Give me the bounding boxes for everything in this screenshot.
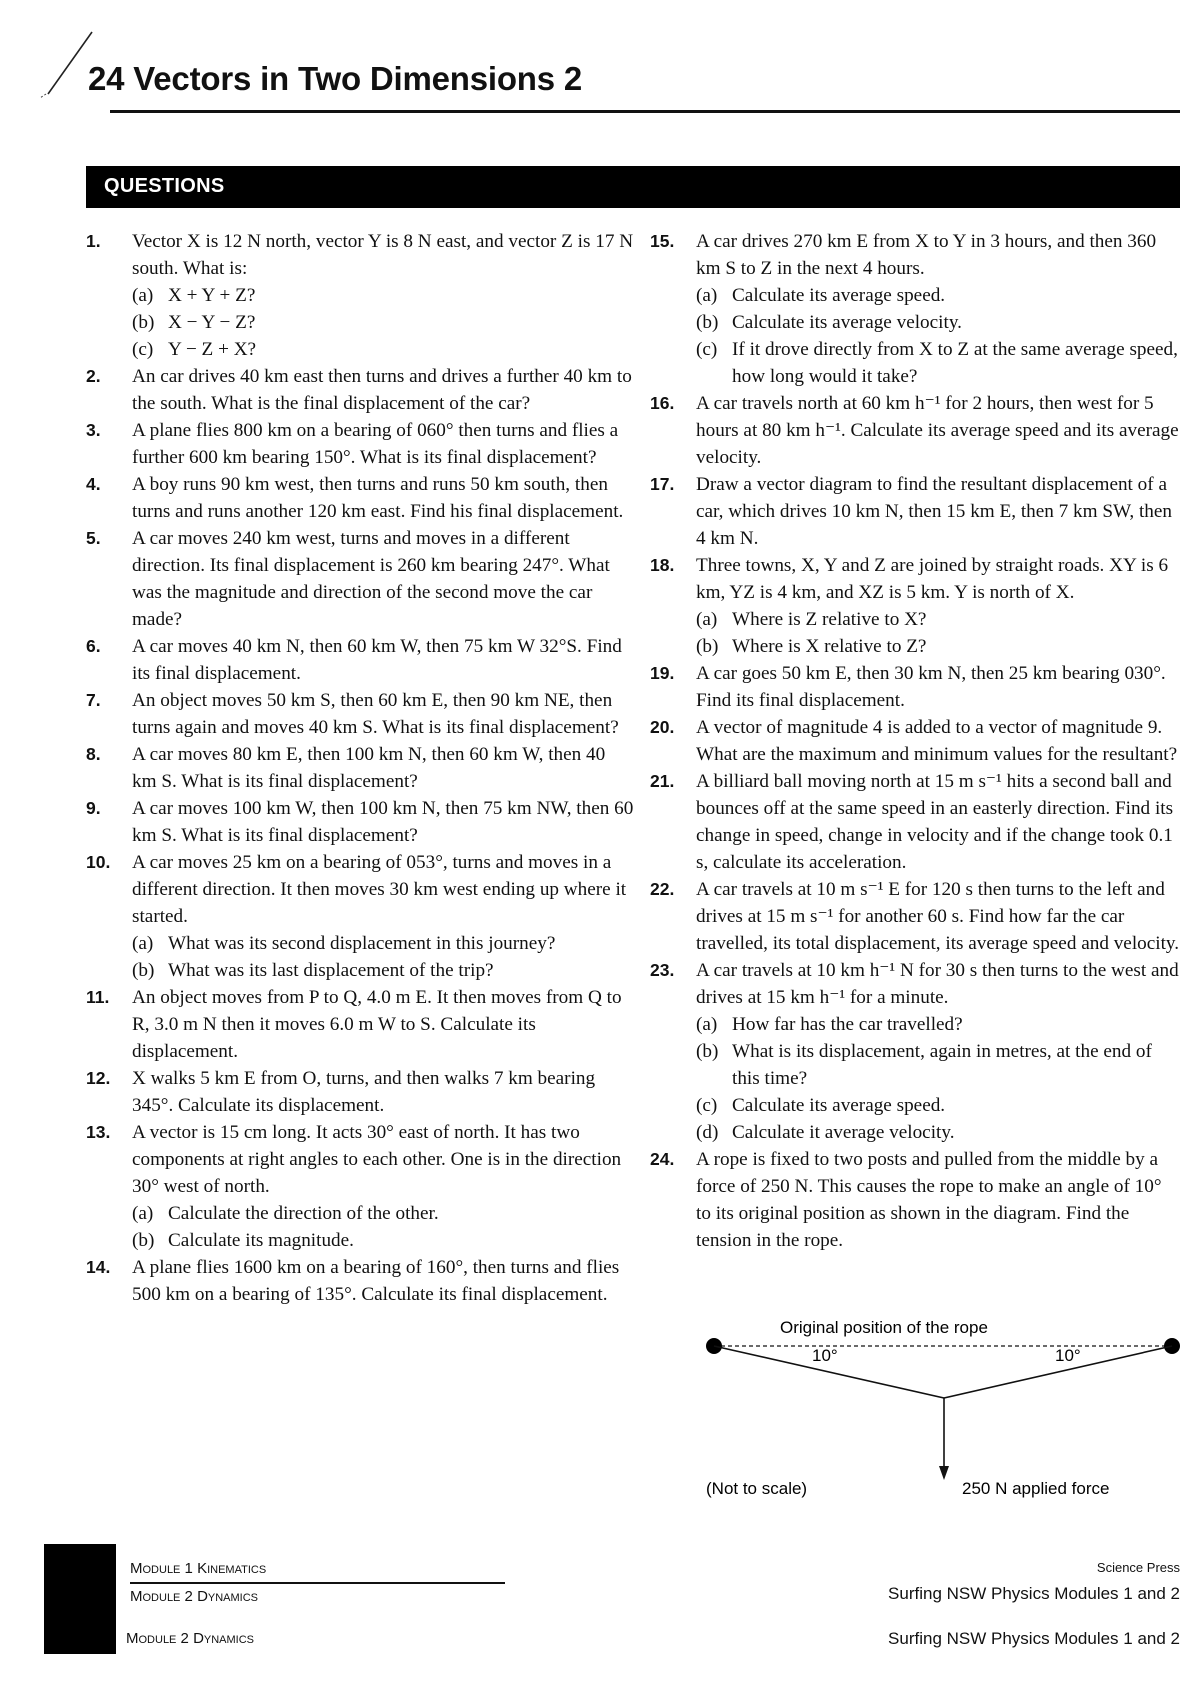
question-subpart <box>132 957 634 984</box>
footer-module-1: Module 1 Kinematics <box>130 1560 267 1577</box>
subpart-label: (b) <box>132 1230 155 1251</box>
question-subpart <box>696 1011 1180 1038</box>
subpart-text: Where is Z relative to X? <box>732 609 927 630</box>
question-text: A car moves 80 km E, then 100 km N, then 60 km W, then 40 km S. What is its final displacement? <box>132 744 606 792</box>
subpart-text: Calculate it average velocity. <box>732 1122 955 1143</box>
question-subpart <box>696 336 1180 390</box>
question-item <box>86 1065 634 1119</box>
subpart-label: (a) <box>132 1203 154 1224</box>
question-text: A car travels north at 60 km h⁻¹ for 2 hours, then west for 5 hours at 80 km h⁻¹. Calculate its average speed and its average velocity. <box>696 393 1179 468</box>
question-item <box>650 876 1180 957</box>
footer-module-2-repeat: Module 2 Dynamics <box>126 1630 255 1647</box>
subpart-text: Where is X relative to Z? <box>732 636 927 657</box>
subpart-label: (b) <box>132 312 155 333</box>
question-number: 17. <box>650 474 675 494</box>
questions-heading: QUESTIONS <box>104 175 225 197</box>
subpart-label: (b) <box>696 1041 719 1062</box>
question-number: 7. <box>86 690 101 710</box>
question-number: 5. <box>86 528 101 548</box>
not-to-scale-label: (Not to scale) <box>706 1479 808 1498</box>
subpart-label: (a) <box>132 933 154 954</box>
angle-left-label: 10° <box>812 1346 838 1365</box>
question-number: 22. <box>650 879 675 899</box>
question-number: 9. <box>86 798 101 818</box>
question-text: Vector X is 12 N north, vector Y is 8 N east, and vector Z is 17 N south. What is: <box>132 231 634 279</box>
question-item <box>86 417 634 471</box>
question-text: A car travels at 10 km h⁻¹ N for 30 s then turns to the west and drives at 15 km h⁻¹ for a minute. <box>696 960 1179 1008</box>
question-number: 8. <box>86 744 101 764</box>
force-arrow-head <box>939 1466 949 1480</box>
subpart-text: Calculate its magnitude. <box>168 1230 354 1251</box>
applied-force-label: 250 N applied force <box>962 1479 1110 1498</box>
question-item <box>650 660 1180 714</box>
footer-rule <box>130 1582 505 1584</box>
question-subpart <box>696 1119 1180 1146</box>
question-item <box>650 768 1180 876</box>
question-text: An car drives 40 km east then turns and drives a further 40 km to the south. What is the final displacement of the car? <box>132 366 632 414</box>
question-item <box>650 390 1180 471</box>
question-text: An object moves 50 km S, then 60 km E, then 90 km NE, then turns again and moves 40 km S. What is its final displacement? <box>132 690 619 738</box>
question-text: A billiard ball moving north at 15 m s⁻¹ hits a second ball and bounces off at the same speed in an easterly direction. Find its change in speed, change in velocity and if the change took 0.1 s, calculate its acceleration. <box>696 771 1174 873</box>
subpart-text: Y − Z + X? <box>168 339 257 360</box>
question-number: 2. <box>86 366 101 386</box>
questions-banner <box>86 166 1180 208</box>
question-text: A car moves 240 km west, turns and moves in a different direction. Its final displacement is 260 km bearing 247°. What was the magnitude and direction of the second move the car made? <box>132 528 610 630</box>
question-item <box>650 957 1180 1146</box>
question-item <box>650 1146 1180 1254</box>
question-text: A vector is 15 cm long. It acts 30° east of north. It has two components at right angles to each other. One is in the direction 30° west of north. <box>132 1122 622 1197</box>
question-item <box>86 228 634 363</box>
question-item <box>86 687 634 741</box>
subpart-label: (c) <box>696 339 718 360</box>
rope-diagram <box>700 1316 1190 1516</box>
question-number: 19. <box>650 663 675 683</box>
subpart-text: X − Y − Z? <box>168 312 256 333</box>
question-number: 24. <box>650 1149 675 1169</box>
question-subpart <box>132 336 634 363</box>
subpart-text: What is its displacement, again in metres, at the end of this time? <box>732 1041 1152 1089</box>
question-number: 3. <box>86 420 101 440</box>
question-text: A rope is fixed to two posts and pulled from the middle by a force of 250 N. This causes the rope to make an angle of 10° to its original position as shown in the diagram. Find the tension in the rope. <box>696 1149 1162 1251</box>
subpart-text: Calculate its average velocity. <box>732 312 962 333</box>
question-text: A car moves 40 km N, then 60 km W, then 75 km W 32°S. Find its final displacement. <box>132 636 622 684</box>
questions-column-right <box>650 228 1180 1254</box>
page-number-tab <box>44 1544 116 1654</box>
footer-module-2: Module 2 Dynamics <box>130 1588 259 1605</box>
subpart-label: (a) <box>132 285 154 306</box>
question-subpart <box>696 1038 1180 1092</box>
subpart-text: What was its second displacement in this journey? <box>168 933 556 954</box>
question-text: A boy runs 90 km west, then turns and runs 50 km south, then turns and runs another 120 km east. Find his final displacement. <box>132 474 624 522</box>
question-item <box>86 984 634 1065</box>
subpart-text: What was its last displacement of the trip? <box>168 960 494 981</box>
subpart-label: (d) <box>696 1122 719 1143</box>
subpart-text: How far has the car travelled? <box>732 1014 963 1035</box>
question-item <box>86 633 634 687</box>
question-item <box>650 228 1180 390</box>
question-subpart <box>132 1227 634 1254</box>
subpart-label: (b) <box>696 636 719 657</box>
footer-publisher: Science Press <box>1096 1560 1180 1575</box>
subpart-label: (a) <box>696 285 718 306</box>
question-subpart <box>132 282 634 309</box>
question-number: 6. <box>86 636 101 656</box>
question-number: 10. <box>86 852 111 872</box>
title-underline <box>110 110 1180 113</box>
question-text: Three towns, X, Y and Z are joined by straight roads. XY is 6 km, YZ is 4 km, and XZ is 5 km. Y is north of X. <box>696 555 1169 603</box>
question-text: A plane flies 1600 km on a bearing of 160°, then turns and flies 500 km on a bearing of 135°. Calculate its final displacement. <box>132 1257 620 1305</box>
question-item <box>86 471 634 525</box>
footer-book-title-repeat: Surfing NSW Physics Modules 1 and 2 <box>888 1629 1180 1648</box>
subpart-text: If it drove directly from X to Z at the same average speed, how long would it take? <box>732 339 1178 387</box>
question-item <box>86 741 634 795</box>
question-number: 18. <box>650 555 675 575</box>
question-item <box>650 471 1180 552</box>
question-subpart <box>696 633 1180 660</box>
question-subpart <box>696 309 1180 336</box>
question-item <box>86 363 634 417</box>
question-text: Draw a vector diagram to find the resultant displacement of a car, which drives 10 km N, then 15 km E, then 7 km SW, then 4 km N. <box>696 474 1173 549</box>
subpart-label: (a) <box>696 609 718 630</box>
subpart-text: Calculate the direction of the other. <box>168 1203 439 1224</box>
subpart-label: (c) <box>132 339 154 360</box>
question-item <box>86 849 634 984</box>
subpart-label: (a) <box>696 1014 718 1035</box>
question-number: 16. <box>650 393 675 413</box>
subpart-text: Calculate its average speed. <box>732 285 946 306</box>
question-text: A car drives 270 km E from X to Y in 3 hours, and then 360 km S to Z in the next 4 hours. <box>696 231 1157 279</box>
question-number: 15. <box>650 231 675 251</box>
question-subpart <box>696 606 1180 633</box>
question-text: A car travels at 10 m s⁻¹ E for 120 s then turns to the left and drives at 15 m s⁻¹ for another 60 s. Find how far the car travelled, its total displacement, its average speed and velocity. <box>696 879 1180 954</box>
question-number: 23. <box>650 960 675 980</box>
question-text: X walks 5 km E from O, turns, and then walks 7 km bearing 345°. Calculate its displacement. <box>132 1068 596 1116</box>
question-number: 1. <box>86 231 101 251</box>
question-subpart <box>132 309 634 336</box>
question-text: A plane flies 800 km on a bearing of 060° then turns and flies a further 600 km bearing 150°. What is its final displacement? <box>132 420 619 468</box>
question-item <box>650 714 1180 768</box>
question-subpart <box>132 930 634 957</box>
subpart-text: Calculate its average speed. <box>732 1095 946 1116</box>
subpart-label: (b) <box>696 312 719 333</box>
questions-column-left <box>86 228 634 1308</box>
subpart-label: (c) <box>696 1095 718 1116</box>
question-item <box>86 795 634 849</box>
question-number: 21. <box>650 771 675 791</box>
question-item <box>86 1119 634 1254</box>
question-text: An object moves from P to Q, 4.0 m E. It then moves from Q to R, 3.0 m N then it moves 6.0 m W to S. Calculate its displacement. <box>132 987 622 1062</box>
subpart-text: X + Y + Z? <box>168 285 256 306</box>
question-number: 20. <box>650 717 675 737</box>
question-number: 11. <box>86 987 110 1007</box>
footer-book-title: Surfing NSW Physics Modules 1 and 2 <box>888 1584 1180 1603</box>
question-number: 13. <box>86 1122 111 1142</box>
question-subpart <box>696 282 1180 309</box>
question-subpart <box>132 1200 634 1227</box>
question-number: 4. <box>86 474 101 494</box>
question-text: A car goes 50 km E, then 30 km N, then 25 km bearing 030°. Find its final displacement. <box>696 663 1166 711</box>
question-text: A vector of magnitude 4 is added to a vector of magnitude 9. What are the maximum and minimum values for the resultant? <box>696 717 1178 765</box>
question-number: 14. <box>86 1257 111 1277</box>
question-item <box>86 525 634 633</box>
question-item <box>650 552 1180 660</box>
question-item <box>86 1254 634 1308</box>
original-position-label: Original position of the rope <box>780 1318 988 1337</box>
question-subpart <box>696 1092 1180 1119</box>
question-text: A car moves 100 km W, then 100 km N, then 75 km NW, then 60 km S. What is its final displacement? <box>132 798 634 846</box>
question-text: A car moves 25 km on a bearing of 053°, turns and moves in a different direction. It then moves 30 km west ending up where it started. <box>132 852 627 927</box>
subpart-label: (b) <box>132 960 155 981</box>
angle-right-label: 10° <box>1055 1346 1081 1365</box>
page-title: 24 Vectors in Two Dimensions 2 <box>88 60 583 97</box>
question-number: 12. <box>86 1068 111 1088</box>
